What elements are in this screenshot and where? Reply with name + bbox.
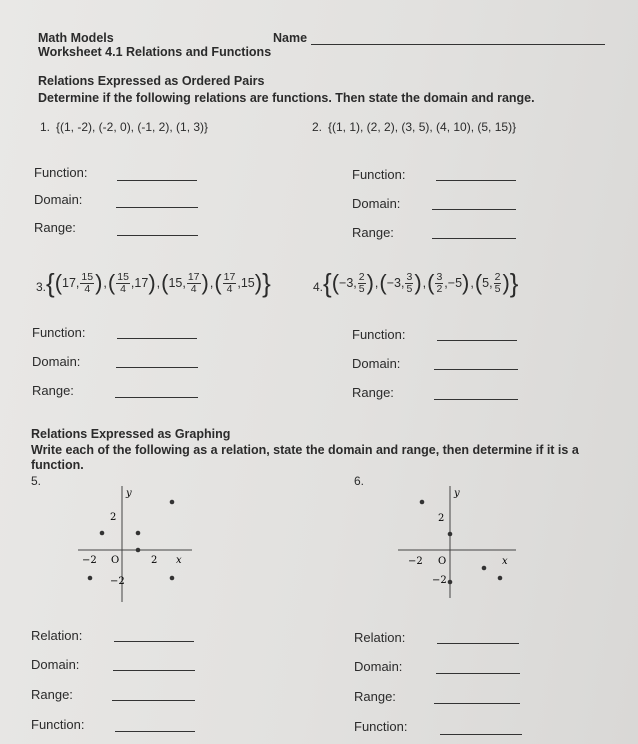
p6-tick-2-y: 2 (438, 513, 445, 524)
p5-point (88, 576, 93, 581)
p2-domain-blank[interactable] (432, 209, 516, 210)
p5-domain-blank[interactable] (113, 670, 195, 671)
problem3-set: { ( 17, $\frac{15}{4}$ ) , ( $\frac{15}{4}$ ,17 ) , ( 15, $\frac{17}{4}$ ) , ( $\frac{17}{4}$ ,15 ) } (46, 268, 271, 298)
problem2-number: 2. (312, 120, 323, 134)
p2-domain-label: Domain: (352, 196, 401, 211)
section2-instructions-cont: function. (31, 458, 84, 472)
problem5-graph (70, 480, 200, 605)
p6-point (482, 566, 487, 571)
section2-instructions: Write each of the following as a relation, state the domain and range, then determine if it is a (31, 443, 579, 457)
p5-tick-2-x: 2 (151, 555, 158, 566)
p6-point (420, 500, 425, 505)
name-blank[interactable] (311, 44, 605, 45)
p1-domain-blank[interactable] (116, 207, 198, 208)
p6-point (448, 532, 453, 537)
p6-y-label: y (454, 488, 460, 499)
worksheet-title: Worksheet 4.1 Relations and Functions (38, 45, 272, 59)
problem6-number: 6. (354, 474, 365, 488)
section2-title: Relations Expressed as Graphing (31, 427, 231, 441)
p5-function-blank[interactable] (115, 731, 195, 732)
p5-origin: O (111, 555, 120, 566)
p6-point (448, 580, 453, 585)
p6-relation-label: Relation: (354, 630, 406, 645)
p5-x-label: x (176, 555, 182, 566)
p5-domain-label: Domain: (31, 657, 80, 672)
p6-domain-blank[interactable] (436, 673, 520, 674)
problem1-set: {(1, -2), (-2, 0), (-1, 2), (1, 3)} (56, 120, 209, 134)
problem3-number: 3. (36, 280, 47, 294)
p4-function-blank[interactable] (437, 340, 517, 341)
p1-function-blank[interactable] (117, 180, 197, 181)
p5-point (136, 531, 141, 536)
problem4-number: 4. (313, 280, 324, 294)
p3-range-label: Range: (32, 383, 74, 398)
p5-tick-neg2-y: −2 (110, 576, 125, 587)
p1-range-blank[interactable] (117, 235, 198, 236)
course-title: Math Models (38, 31, 114, 45)
problem2-set: {(1, 1), (2, 2), (3, 5), (4, 10), (5, 15)} (328, 120, 517, 134)
name-label: Name (273, 31, 308, 45)
p5-point (100, 531, 105, 536)
p1-domain-label: Domain: (34, 192, 83, 207)
p3-function-label: Function: (32, 325, 86, 340)
problem4-set: { ( −3, $\frac{2}{5}$ ) , ( −3, $\frac{3}{5}$ ) , ( $\frac{3}{2}$ ,−5 ) , ( 5, $\frac{2}{5}$ ) } (323, 268, 519, 298)
p5-tick-2-y: 2 (110, 512, 117, 523)
p6-function-label: Function: (354, 719, 408, 734)
p4-domain-blank[interactable] (434, 369, 518, 370)
p6-tick-neg2-y: −2 (432, 575, 447, 586)
p2-range-blank[interactable] (432, 238, 516, 239)
p5-range-blank[interactable] (112, 700, 195, 701)
p5-point (136, 548, 141, 553)
problem6-graph (392, 478, 522, 603)
p4-domain-label: Domain: (352, 356, 401, 371)
p5-point (170, 576, 175, 581)
p1-range-label: Range: (34, 220, 76, 235)
p5-y-label: y (126, 488, 132, 499)
p1-function-label: Function: (34, 165, 88, 180)
p6-point (498, 576, 503, 581)
section1-instructions: Determine if the following relations are functions. Then state the domain and range. (38, 91, 535, 105)
p5-function-label: Function: (31, 717, 85, 732)
p6-range-blank[interactable] (434, 703, 520, 704)
p5-tick-neg2-x: −2 (82, 555, 97, 566)
p3-range-blank[interactable] (115, 397, 198, 398)
problem1-number: 1. (40, 120, 51, 134)
p6-x-label: x (502, 556, 508, 567)
p3-function-blank[interactable] (117, 338, 197, 339)
p6-relation-blank[interactable] (437, 643, 519, 644)
p3-domain-label: Domain: (32, 354, 81, 369)
p4-range-blank[interactable] (434, 399, 518, 400)
p2-function-label: Function: (352, 167, 406, 182)
p6-function-blank[interactable] (440, 734, 522, 735)
p4-function-label: Function: (352, 327, 406, 342)
p6-domain-label: Domain: (354, 659, 403, 674)
p6-tick-neg2-x: −2 (408, 556, 423, 567)
p6-origin: O (438, 556, 447, 567)
p4-range-label: Range: (352, 385, 394, 400)
p5-point (170, 500, 175, 505)
p5-relation-blank[interactable] (114, 641, 194, 642)
p3-domain-blank[interactable] (116, 367, 198, 368)
p2-function-blank[interactable] (436, 180, 516, 181)
p5-relation-label: Relation: (31, 628, 83, 643)
p2-range-label: Range: (352, 225, 394, 240)
problem5-number: 5. (31, 474, 42, 488)
p5-range-label: Range: (31, 687, 73, 702)
p6-range-label: Range: (354, 689, 396, 704)
section1-title: Relations Expressed as Ordered Pairs (38, 74, 265, 88)
